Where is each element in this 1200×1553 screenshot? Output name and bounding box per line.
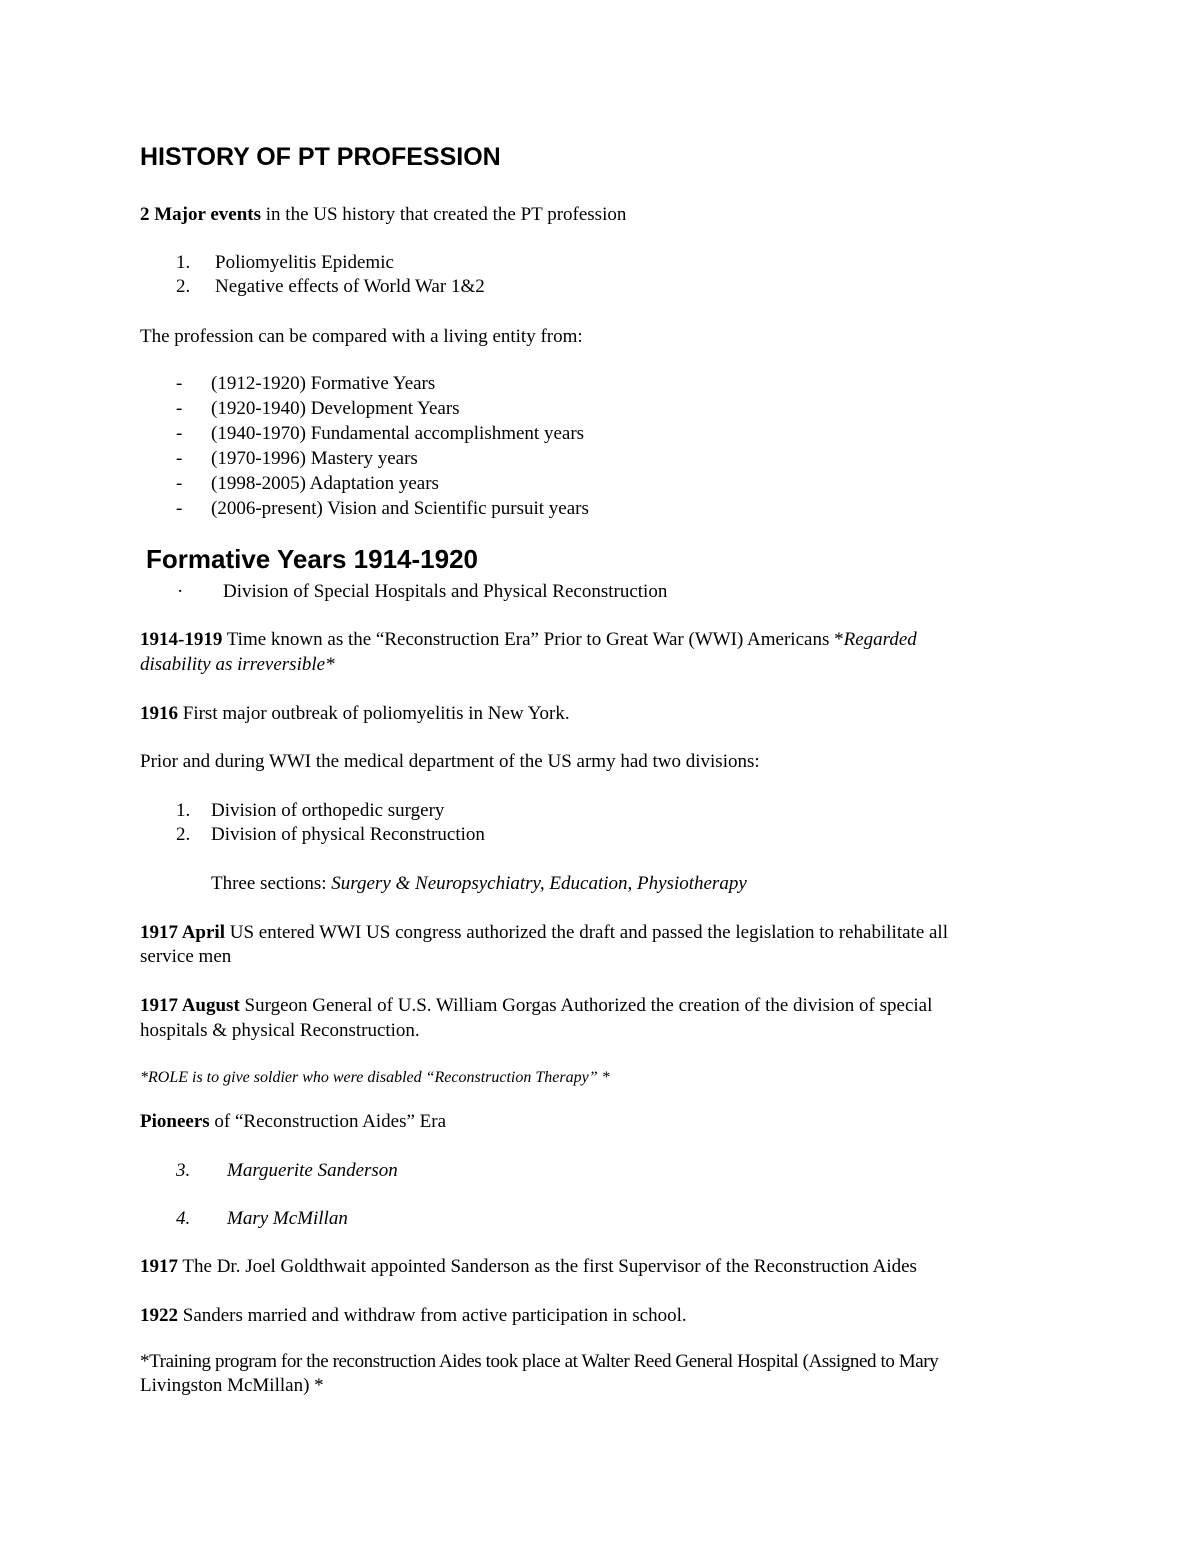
pioneers-rest: of “Reconstruction Aides” Era xyxy=(209,1111,447,1132)
period-item: (1940-1970) Fundamental accomplishment years xyxy=(211,423,585,444)
three-sections-italic: Surgery & Neuropsychiatry, Education, Physiotherapy xyxy=(331,873,747,894)
paragraph-text: Sanders married and withdraw from active participation in school. xyxy=(178,1305,687,1326)
intro-bold: 2 Major events xyxy=(140,204,262,225)
period-dash: - xyxy=(176,423,183,444)
role-note: *ROLE is to give soldier who were disabled “Reconstruction Therapy” * xyxy=(140,1069,610,1086)
paragraph-end: * xyxy=(325,654,335,675)
three-sections-label: Three sections: xyxy=(211,873,332,894)
paragraph-1916 xyxy=(140,702,570,726)
year-label: 1914-1919 xyxy=(140,629,223,650)
pioneers-heading xyxy=(140,1110,446,1134)
pioneers-bold: Pioneers xyxy=(140,1111,210,1132)
division-list-item: Division of orthopedic surgery xyxy=(211,800,445,821)
paragraph-text: Time known as the “Reconstruction Era” Prior to Great War (WWI) Americans * xyxy=(222,629,844,650)
compare-intro: The profession can be compared with a living entity from: xyxy=(140,326,583,347)
division-item: Division of Special Hospitals and Physical Reconstruction xyxy=(223,581,668,602)
division-bullet: · xyxy=(177,581,184,602)
event-number: 1. xyxy=(176,252,191,273)
section-heading: Formative Years 1914-1920 xyxy=(146,544,478,574)
paragraph-1917-goldthwait xyxy=(140,1255,917,1279)
period-item: (2006-present) Vision and Scientific pursuit years xyxy=(211,498,589,519)
period-item: (1912-1920) Formative Years xyxy=(211,373,436,394)
period-dash: - xyxy=(176,398,183,419)
three-sections xyxy=(211,872,747,896)
period-dash: - xyxy=(176,473,183,494)
division-number: 1. xyxy=(176,800,191,821)
period-dash: - xyxy=(176,373,183,394)
period-item: (1920-1940) Development Years xyxy=(211,398,460,419)
paragraph-text: The Dr. Joel Goldthwait appointed Sanderson as the first Supervisor of the Reconstruction Aides xyxy=(178,1256,917,1277)
year-label: 1922 xyxy=(140,1305,178,1326)
training-note-line1: *Training program for the reconstruction Aides took place at Walter Reed General Hospital (Assigned to Mary xyxy=(140,1351,939,1372)
paragraph-1917-april-line2: service men xyxy=(140,946,232,967)
pioneer-number: 3. xyxy=(176,1160,191,1181)
division-list-item: Division of physical Reconstruction xyxy=(211,824,485,845)
period-dash: - xyxy=(176,448,183,469)
pioneer-number: 4. xyxy=(176,1208,191,1229)
period-item: (1998-2005) Adaptation years xyxy=(211,473,439,494)
intro-rest: in the US history that created the PT profession xyxy=(261,204,627,225)
period-dash: - xyxy=(176,498,183,519)
event-item: Negative effects of World War 1&2 xyxy=(215,276,485,297)
event-number: 2. xyxy=(176,276,191,297)
intro-paragraph xyxy=(140,203,626,227)
division-number: 2. xyxy=(176,824,191,845)
paragraph-1914-line2 xyxy=(140,653,335,677)
pioneer-item: Mary McMillan xyxy=(227,1208,348,1229)
period-item: (1970-1996) Mastery years xyxy=(211,448,418,469)
page-title: HISTORY OF PT PROFESSION xyxy=(140,143,501,171)
pioneer-item: Marguerite Sanderson xyxy=(227,1160,398,1181)
paragraph-italic: disability as irreversible xyxy=(140,654,326,675)
army-intro: Prior and during WWI the medical department of the US army had two divisions: xyxy=(140,751,760,772)
paragraph-italic: Regarded xyxy=(843,629,917,650)
year-label: 1917 August xyxy=(140,995,240,1016)
paragraph-1917-august xyxy=(140,994,932,1018)
paragraph-1917-august-line2: hospitals & physical Reconstruction. xyxy=(140,1020,420,1041)
event-item: Poliomyelitis Epidemic xyxy=(215,252,394,273)
training-note-line2: Livingston McMillan) * xyxy=(140,1375,324,1396)
paragraph-1917-april xyxy=(140,921,948,945)
year-label: 1917 xyxy=(140,1256,178,1277)
paragraph-text: US entered WWI US congress authorized the draft and passed the legislation to rehabilitate all xyxy=(224,922,948,943)
paragraph-1922 xyxy=(140,1304,687,1328)
paragraph-text: First major outbreak of poliomyelitis in New York. xyxy=(178,703,570,724)
paragraph-1914 xyxy=(140,628,917,652)
year-label: 1917 April xyxy=(140,922,225,943)
year-label: 1916 xyxy=(140,703,178,724)
paragraph-text: Surgeon General of U.S. William Gorgas Authorized the creation of the division of special xyxy=(239,995,933,1016)
